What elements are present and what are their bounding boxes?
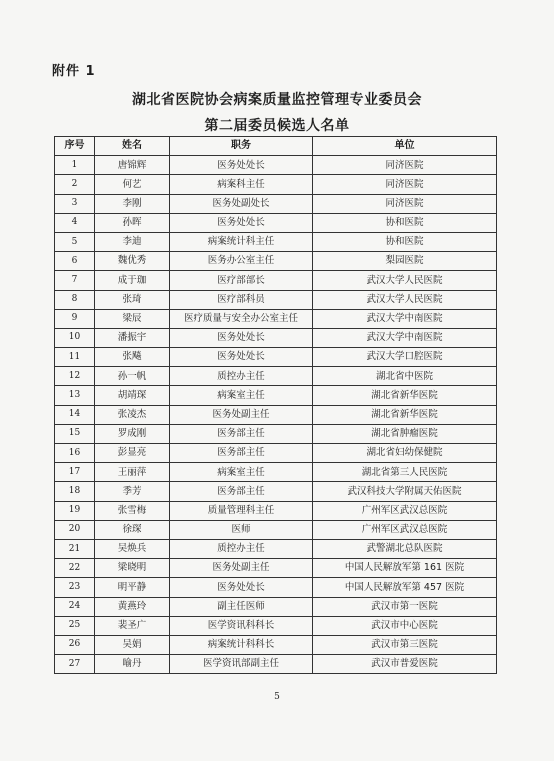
cell-index: 18	[55, 482, 95, 501]
cell-position: 医务办公室主任	[170, 252, 313, 271]
cell-index: 11	[55, 348, 95, 367]
cell-organization: 武汉大学中南医院	[313, 309, 497, 328]
cell-position: 质控办主任	[170, 367, 313, 386]
cell-name: 罗成刚	[95, 424, 170, 443]
cell-position: 质控办主任	[170, 539, 313, 558]
cell-name: 张飚	[95, 348, 170, 367]
table-row	[55, 232, 497, 251]
cell-organization: 同济医院	[313, 194, 497, 213]
cell-name: 明平静	[95, 578, 170, 597]
header-index: 序号	[55, 137, 95, 156]
table-row	[55, 578, 497, 597]
cell-index: 10	[55, 328, 95, 347]
cell-position: 医务处处长	[170, 328, 313, 347]
cell-name: 胡靖琛	[95, 386, 170, 405]
cell-organization: 湖北省肿瘤医院	[313, 424, 497, 443]
cell-position: 医疗部部长	[170, 271, 313, 290]
cell-position: 医务处副主任	[170, 405, 313, 424]
cell-name: 吴焕兵	[95, 539, 170, 558]
table-row	[55, 213, 497, 232]
cell-organization: 武汉大学人民医院	[313, 290, 497, 309]
cell-index: 27	[55, 655, 95, 674]
table-row	[55, 463, 497, 482]
cell-organization: 协和医院	[313, 232, 497, 251]
cell-position: 医务部主任	[170, 482, 313, 501]
document-title: 湖北省医院协会病案质量监控管理专业委员会	[132, 92, 422, 108]
cell-organization: 广州军区武汉总医院	[313, 520, 497, 539]
table-row	[55, 348, 497, 367]
table-row	[55, 597, 497, 616]
cell-index: 15	[55, 424, 95, 443]
cell-name: 王丽萍	[95, 463, 170, 482]
cell-name: 彭显亮	[95, 444, 170, 463]
cell-index: 21	[55, 539, 95, 558]
cell-organization: 武汉市第三医院	[313, 635, 497, 654]
page-number: 5	[274, 692, 280, 702]
cell-position: 医学资讯科科长	[170, 616, 313, 635]
cell-position: 医务处副处长	[170, 194, 313, 213]
cell-name: 梁辰	[95, 309, 170, 328]
cell-name: 季芳	[95, 482, 170, 501]
table-row	[55, 655, 497, 674]
header-name: 姓名	[95, 137, 170, 156]
cell-index: 22	[55, 559, 95, 578]
cell-position: 医务部主任	[170, 424, 313, 443]
table-row	[55, 194, 497, 213]
cell-index: 14	[55, 405, 95, 424]
cell-index: 23	[55, 578, 95, 597]
cell-position: 医务处处长	[170, 578, 313, 597]
cell-organization: 湖北省新华医院	[313, 405, 497, 424]
cell-name: 张雪梅	[95, 501, 170, 520]
table-row	[55, 520, 497, 539]
cell-name: 李刚	[95, 194, 170, 213]
cell-index: 19	[55, 501, 95, 520]
header-position: 职务	[170, 137, 313, 156]
cell-index: 20	[55, 520, 95, 539]
cell-index: 6	[55, 252, 95, 271]
table-row	[55, 386, 497, 405]
cell-position: 副主任医师	[170, 597, 313, 616]
cell-index: 2	[55, 175, 95, 194]
cell-organization: 武汉市第一医院	[313, 597, 497, 616]
cell-organization: 中国人民解放军第 161 医院	[313, 559, 497, 578]
cell-index: 4	[55, 213, 95, 232]
cell-position: 医务处处长	[170, 156, 313, 175]
cell-name: 徐琛	[95, 520, 170, 539]
cell-index: 9	[55, 309, 95, 328]
cell-position: 医务部主任	[170, 444, 313, 463]
table-row	[55, 405, 497, 424]
cell-name: 孙晖	[95, 213, 170, 232]
table-row	[55, 501, 497, 520]
cell-position: 医师	[170, 520, 313, 539]
cell-index: 5	[55, 232, 95, 251]
cell-index: 13	[55, 386, 95, 405]
table-row	[55, 290, 497, 309]
cell-position: 医学资讯部副主任	[170, 655, 313, 674]
cell-index: 17	[55, 463, 95, 482]
cell-organization: 同济医院	[313, 175, 497, 194]
header-organization: 单位	[313, 137, 497, 156]
cell-organization: 武汉市普爱医院	[313, 655, 497, 674]
cell-organization: 武汉大学中南医院	[313, 328, 497, 347]
cell-index: 8	[55, 290, 95, 309]
cell-name: 成于珈	[95, 271, 170, 290]
cell-position: 医疗质量与安全办公室主任	[170, 309, 313, 328]
cell-name: 潘振宇	[95, 328, 170, 347]
cell-organization: 中国人民解放军第 457 医院	[313, 578, 497, 597]
cell-index: 3	[55, 194, 95, 213]
table-row	[55, 616, 497, 635]
cell-name: 张琦	[95, 290, 170, 309]
cell-index: 25	[55, 616, 95, 635]
cell-name: 吴娟	[95, 635, 170, 654]
cell-organization: 湖北省第三人民医院	[313, 463, 497, 482]
cell-organization: 梨园医院	[313, 252, 497, 271]
table-row	[55, 482, 497, 501]
cell-name: 黄燕玲	[95, 597, 170, 616]
cell-index: 7	[55, 271, 95, 290]
cell-name: 孙一帆	[95, 367, 170, 386]
cell-position: 医疗部科员	[170, 290, 313, 309]
cell-index: 26	[55, 635, 95, 654]
cell-name: 梁晓明	[95, 559, 170, 578]
cell-organization: 武汉大学口腔医院	[313, 348, 497, 367]
cell-name: 张凌杰	[95, 405, 170, 424]
document-subtitle: 第二届委员候选人名单	[204, 118, 350, 134]
cell-organization: 协和医院	[313, 213, 497, 232]
table-row	[55, 367, 497, 386]
candidate-table	[54, 136, 497, 674]
cell-organization: 湖北省新华医院	[313, 386, 497, 405]
cell-organization: 同济医院	[313, 156, 497, 175]
cell-name: 何艺	[95, 175, 170, 194]
attachment-label: 附件 1	[52, 64, 96, 79]
cell-name: 李迪	[95, 232, 170, 251]
table-row	[55, 559, 497, 578]
table-row	[55, 175, 497, 194]
table-row	[55, 252, 497, 271]
table-row	[55, 156, 497, 175]
cell-organization: 湖北省中医院	[313, 367, 497, 386]
table-row	[55, 424, 497, 443]
cell-index: 24	[55, 597, 95, 616]
cell-index: 16	[55, 444, 95, 463]
table-row	[55, 271, 497, 290]
cell-position: 病案室主任	[170, 386, 313, 405]
cell-position: 病案统计科主任	[170, 232, 313, 251]
table-row	[55, 539, 497, 558]
cell-name: 裴圣广	[95, 616, 170, 635]
cell-position: 病案科主任	[170, 175, 313, 194]
cell-organization: 湖北省妇幼保健院	[313, 444, 497, 463]
table-row	[55, 328, 497, 347]
cell-organization: 武汉大学人民医院	[313, 271, 497, 290]
cell-index: 1	[55, 156, 95, 175]
cell-name: 喻丹	[95, 655, 170, 674]
cell-organization: 武警湖北总队医院	[313, 539, 497, 558]
table-row	[55, 309, 497, 328]
cell-index: 12	[55, 367, 95, 386]
table-header-row	[55, 137, 497, 156]
cell-name: 魏优秀	[95, 252, 170, 271]
cell-organization: 武汉科技大学附属天佑医院	[313, 482, 497, 501]
cell-position: 病案统计科科长	[170, 635, 313, 654]
cell-position: 质量管理科主任	[170, 501, 313, 520]
cell-position: 医务处副主任	[170, 559, 313, 578]
table-row	[55, 635, 497, 654]
cell-organization: 广州军区武汉总医院	[313, 501, 497, 520]
cell-position: 医务处处长	[170, 348, 313, 367]
table-body	[55, 156, 497, 674]
cell-organization: 武汉市中心医院	[313, 616, 497, 635]
cell-position: 病案室主任	[170, 463, 313, 482]
cell-name: 唐锦辉	[95, 156, 170, 175]
table-row	[55, 444, 497, 463]
cell-position: 医务处处长	[170, 213, 313, 232]
